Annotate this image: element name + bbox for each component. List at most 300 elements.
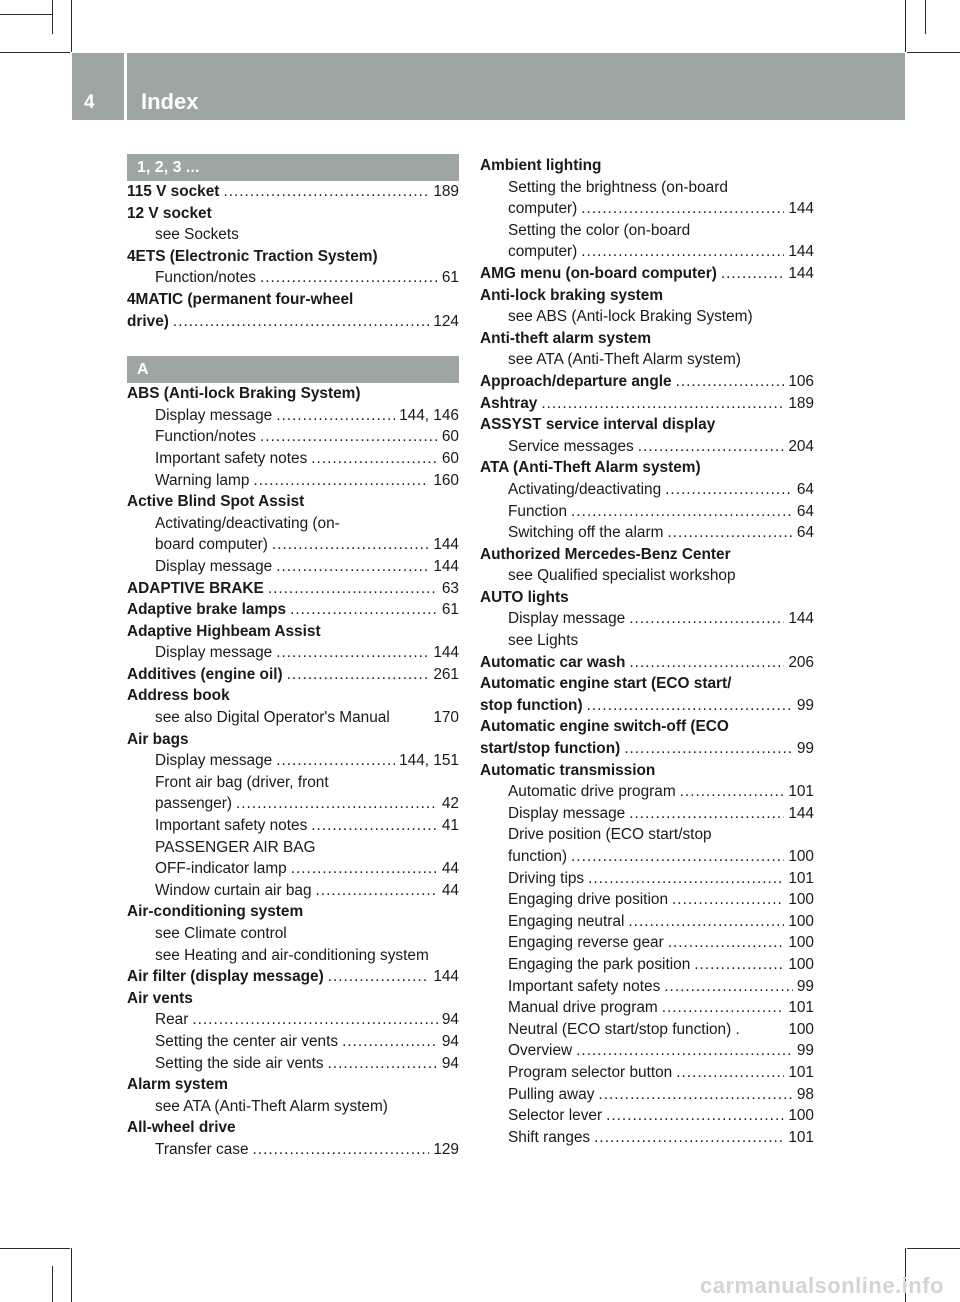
index-subentry <box>480 1084 814 1106</box>
dot-leader <box>291 858 438 880</box>
entry-text: PASSENGER AIR BAG <box>155 838 316 856</box>
entry-text: Important safety notes <box>155 817 308 835</box>
index-subentry <box>480 522 814 544</box>
page-reference: 100 <box>788 912 814 930</box>
index-entry <box>480 673 814 695</box>
index-entry <box>480 371 814 393</box>
page-reference: 144 <box>433 968 459 986</box>
entry-text: Activating/deactivating <box>508 480 662 498</box>
index-subentry <box>127 793 459 815</box>
entry-text: Automatic engine switch-off (ECO <box>480 718 729 736</box>
entry-text: 12 V socket <box>127 204 212 222</box>
entry-text: Program selector button <box>508 1063 673 1081</box>
page-reference: 101 <box>788 999 814 1017</box>
dot-leader <box>665 479 793 501</box>
crop-mark <box>907 52 960 53</box>
page-reference: 94 <box>441 1011 459 1029</box>
index-entry <box>480 587 814 609</box>
watermark: carmanualsonline.info <box>700 1273 944 1298</box>
entry-text: Transfer case <box>155 1140 249 1158</box>
entry-text: start/stop function) <box>480 740 621 758</box>
page-reference: 64 <box>796 480 814 498</box>
index-subentry <box>480 781 814 803</box>
index-entry <box>480 263 814 285</box>
index-entry <box>480 457 814 479</box>
index-subentry <box>127 1053 459 1075</box>
dot-leader <box>624 738 793 760</box>
entry-text: Driving tips <box>508 869 585 887</box>
index-entry <box>127 664 459 686</box>
entry-text: drive) <box>127 312 169 330</box>
page-reference: 44 <box>441 860 459 878</box>
entry-text: All-wheel drive <box>127 1119 236 1137</box>
dot-leader <box>598 1084 792 1106</box>
entry-text: see Heating and air-conditioning system <box>155 946 429 964</box>
index-section-heading: 1, 2, 3 ... <box>127 154 459 181</box>
index-subentry <box>480 824 814 846</box>
page-reference: 94 <box>441 1032 459 1050</box>
index-subentry <box>480 846 814 868</box>
page-reference: 99 <box>796 1042 814 1060</box>
dot-leader <box>629 652 784 674</box>
entry-text: Function/notes <box>155 428 256 446</box>
dot-leader <box>276 750 395 772</box>
dot-leader <box>587 695 793 717</box>
index-subentry <box>480 565 814 587</box>
index-subentry <box>127 405 459 427</box>
dot-leader <box>638 436 785 458</box>
entry-text: Display message <box>155 406 273 424</box>
index-entry <box>127 181 459 203</box>
crop-mark <box>905 0 906 52</box>
index-subentry <box>480 349 814 371</box>
entry-text: Drive position (ECO start/stop <box>508 826 712 844</box>
index-entry <box>127 578 459 600</box>
index-subentry <box>480 306 814 328</box>
dot-leader <box>311 815 438 837</box>
index-subentry <box>127 837 459 859</box>
index-subentry <box>127 707 459 729</box>
dot-leader <box>253 1139 430 1161</box>
index-subentry <box>480 501 814 523</box>
entry-text: see Sockets <box>155 226 239 244</box>
dot-leader <box>260 426 438 448</box>
entry-text: Engaging reverse gear <box>508 934 664 952</box>
crop-mark <box>71 0 72 52</box>
entry-text: OFF-indicator lamp <box>155 860 287 878</box>
page-reference: 60 <box>441 428 459 446</box>
page-reference: 144 <box>788 200 814 218</box>
entry-text: Front air bag (driver, front <box>155 773 329 791</box>
dot-leader <box>276 556 429 578</box>
dot-leader <box>571 846 784 868</box>
index-subentry <box>127 1009 459 1031</box>
index-entry <box>127 383 459 405</box>
index-entry <box>480 544 814 566</box>
entry-text: Engaging neutral <box>508 912 625 930</box>
entry-text: 115 V socket <box>127 183 220 200</box>
entry-text: see also Digital Operator's Manual <box>155 709 390 727</box>
index-entry <box>127 311 459 333</box>
crop-mark <box>52 0 53 34</box>
dot-leader <box>342 1031 438 1053</box>
entry-text: computer) <box>508 200 578 218</box>
index-subentry <box>480 976 814 998</box>
index-entry <box>127 289 459 311</box>
entry-text: Display message <box>155 557 273 575</box>
index-entry <box>127 621 459 643</box>
entry-text: Setting the color (on-board <box>508 221 691 239</box>
dot-leader <box>694 954 784 976</box>
page-reference: 206 <box>788 653 814 671</box>
index-subentry <box>480 436 814 458</box>
entry-text: Service messages <box>508 437 634 455</box>
dot-leader <box>676 371 785 393</box>
entry-text: Engaging drive position <box>508 891 669 909</box>
index-entry <box>480 695 814 717</box>
entry-text: Display message <box>508 610 626 628</box>
dot-leader <box>311 448 438 470</box>
page-reference: 129 <box>433 1140 459 1158</box>
index-entry <box>127 491 459 513</box>
index-entry <box>127 203 459 225</box>
index-subentry <box>127 534 459 556</box>
page-reference: 100 <box>788 1107 814 1125</box>
entry-text: Address book <box>127 687 230 705</box>
entry-text: Important safety notes <box>508 977 661 995</box>
entry-text: Important safety notes <box>155 449 308 467</box>
index-subentry <box>127 815 459 837</box>
dot-leader <box>541 393 784 415</box>
index-entry <box>480 652 814 674</box>
index-entry <box>127 966 459 988</box>
page-reference: 61 <box>441 601 459 619</box>
page-reference: 42 <box>441 795 459 813</box>
index-entry <box>480 285 814 307</box>
index-subentry <box>480 241 814 263</box>
index-subentry <box>127 556 459 578</box>
dot-leader <box>629 803 784 825</box>
index-subentry <box>127 448 459 470</box>
entry-text: Function <box>508 502 568 520</box>
dot-leader <box>173 311 429 333</box>
dot-leader <box>287 664 430 686</box>
index-entry <box>127 901 459 923</box>
page-reference: 124 <box>433 312 459 330</box>
dot-leader <box>576 1040 793 1062</box>
index-subentry <box>480 1127 814 1149</box>
index-subentry <box>480 177 814 199</box>
entry-text: Ashtray <box>480 394 538 412</box>
entry-text: Additives (engine oil) <box>127 665 283 683</box>
dot-leader <box>606 1105 784 1127</box>
entry-text: Function/notes <box>155 269 256 287</box>
entry-text: AMG menu (on-board computer) <box>480 264 717 282</box>
index-entry <box>480 716 814 738</box>
dot-leader <box>581 198 784 220</box>
page-reference: 101 <box>788 783 814 801</box>
index-subentry <box>480 1040 814 1062</box>
dot-leader <box>721 263 784 285</box>
entry-text: Adaptive Highbeam Assist <box>127 622 321 640</box>
page-reference: 98 <box>796 1085 814 1103</box>
index-entry <box>480 414 814 436</box>
entry-text: Automatic engine start (ECO start/ <box>480 675 732 693</box>
entry-text: Adaptive brake lamps <box>127 601 287 619</box>
page-reference: 99 <box>796 696 814 714</box>
crop-mark <box>0 1248 70 1249</box>
index-entry <box>480 738 814 760</box>
entry-text: see ATA (Anti-Theft Alarm system) <box>508 351 741 369</box>
index-section-heading: A <box>127 356 459 383</box>
entry-text: Engaging the park position <box>508 955 691 973</box>
entry-text: see Lights <box>508 632 579 650</box>
entry-text: 4MATIC (permanent four-wheel <box>127 290 354 308</box>
dot-leader <box>668 932 785 954</box>
index-subentry <box>127 750 459 772</box>
entry-text: Pulling away <box>508 1085 595 1103</box>
page-reference: 144 <box>433 536 459 554</box>
page-reference: 41 <box>441 817 459 835</box>
entry-text: Automatic car wash <box>480 653 626 671</box>
page-reference: 44 <box>441 881 459 899</box>
index-subentry <box>127 945 459 967</box>
dot-leader <box>192 1009 438 1031</box>
page-reference: 63 <box>441 579 459 597</box>
dot-leader <box>276 405 395 427</box>
entry-text: Automatic transmission <box>480 761 656 779</box>
crop-mark <box>907 1248 960 1249</box>
index-subentry <box>127 923 459 945</box>
index-subentry <box>480 1019 814 1041</box>
index-entry <box>480 328 814 350</box>
index-subentry <box>127 224 459 246</box>
index-subentry <box>480 868 814 890</box>
dot-leader <box>290 599 438 621</box>
index-entry <box>127 246 459 268</box>
entry-text: ASSYST service interval display <box>480 416 716 434</box>
index-entry <box>480 760 814 782</box>
index-subentry <box>480 932 814 954</box>
dot-leader <box>676 1062 784 1084</box>
page-title: Index <box>141 89 199 114</box>
page-reference: 100 <box>788 1020 814 1038</box>
index-subentry <box>127 642 459 664</box>
entry-text: Display message <box>508 804 626 822</box>
entry-text: function) <box>508 848 568 865</box>
index-subentry <box>480 608 814 630</box>
dot-leader <box>316 880 438 902</box>
entry-text: AUTO lights <box>480 588 569 606</box>
entry-text: Anti-theft alarm system <box>480 329 652 347</box>
dot-leader <box>223 181 429 203</box>
entry-text: Activating/deactivating (on- <box>155 514 340 532</box>
page-number: 4 <box>84 92 95 113</box>
crop-mark <box>71 1248 72 1302</box>
entry-text: Authorized Mercedes-Benz Center <box>480 545 731 563</box>
entry-text: ADAPTIVE BRAKE <box>127 579 264 597</box>
index-subentry <box>127 267 459 289</box>
entry-text: Window curtain air bag <box>155 881 312 899</box>
index-entry <box>127 729 459 751</box>
page-reference: 144 <box>433 557 459 575</box>
index-subentry <box>480 803 814 825</box>
dot-leader <box>662 997 785 1019</box>
index-subentry <box>480 889 814 911</box>
page-reference: 189 <box>788 394 814 412</box>
entry-text: Automatic drive program <box>508 783 676 801</box>
crop-mark <box>925 0 926 34</box>
dot-leader <box>588 868 784 890</box>
index-subentry <box>480 954 814 976</box>
entry-text: ATA (Anti-Theft Alarm system) <box>480 459 701 477</box>
entry-text: Display message <box>155 752 273 770</box>
page-reference: 101 <box>788 1063 814 1081</box>
entry-text: Shift ranges <box>508 1128 591 1146</box>
page-reference: 100 <box>788 848 814 865</box>
entry-text: Switching off the alarm <box>508 524 664 542</box>
page-reference: 144 <box>788 243 814 261</box>
entry-text: Neutral (ECO start/stop function) . <box>508 1020 740 1038</box>
entry-text: Ambient lighting <box>480 157 602 174</box>
index-subentry <box>127 1139 459 1161</box>
index-subentry <box>127 772 459 794</box>
index-subentry <box>127 426 459 448</box>
page-reference: 100 <box>788 934 814 952</box>
page-reference: 94 <box>441 1054 459 1072</box>
entry-text: Active Blind Spot Assist <box>127 493 305 511</box>
index-subentry <box>127 858 459 880</box>
index-entry <box>127 988 459 1010</box>
index-subentry <box>480 479 814 501</box>
dot-leader <box>628 911 784 933</box>
dot-leader <box>581 241 784 263</box>
index-column-left <box>127 154 459 1161</box>
page-reference: 61 <box>441 269 459 287</box>
index-subentry <box>127 1096 459 1118</box>
entry-text: Air filter (display message) <box>127 968 324 986</box>
index-entry <box>127 599 459 621</box>
entry-text: Anti-lock braking system <box>480 286 664 304</box>
page-reference: 144 <box>788 804 814 822</box>
page-reference: 144 <box>788 610 814 628</box>
page-reference: 144, 146 <box>399 406 459 424</box>
page-reference: 99 <box>796 977 814 995</box>
entry-text: see ATA (Anti-Theft Alarm system) <box>155 1097 388 1115</box>
dot-leader <box>664 976 793 998</box>
index-entry <box>127 685 459 707</box>
dot-leader <box>328 966 430 988</box>
page-reference: 99 <box>796 740 814 758</box>
dot-leader <box>260 267 438 289</box>
page-reference: 144, 151 <box>399 752 459 770</box>
page-reference: 64 <box>796 502 814 520</box>
index-subentry <box>480 911 814 933</box>
index-subentry <box>480 997 814 1019</box>
index-entry <box>127 1117 459 1139</box>
dot-leader <box>667 522 792 544</box>
page-reference: 101 <box>788 869 814 887</box>
entry-text: Air bags <box>127 730 189 748</box>
section-gap <box>127 332 459 356</box>
dot-leader <box>276 642 429 664</box>
entry-text: Display message <box>155 644 273 662</box>
entry-text: Alarm system <box>127 1076 228 1094</box>
index-subentry <box>480 630 814 652</box>
dot-leader <box>236 793 438 815</box>
index-subentry <box>127 513 459 535</box>
dot-leader <box>672 889 784 911</box>
entry-text: Selector lever <box>508 1107 603 1125</box>
entry-text: see Climate control <box>155 925 287 942</box>
index-subentry <box>480 220 814 242</box>
page-reference: 189 <box>433 183 459 200</box>
index-entry <box>480 155 814 177</box>
entry-text: see Qualified specialist workshop <box>508 567 736 585</box>
index-entry <box>127 1074 459 1096</box>
page-reference: 64 <box>796 524 814 542</box>
entry-text: stop function) <box>480 696 583 714</box>
index-subentry <box>127 880 459 902</box>
dot-leader <box>253 470 429 492</box>
header-divider <box>124 53 127 120</box>
entry-text: Rear <box>155 1011 189 1029</box>
dot-leader <box>272 534 429 556</box>
entry-text: Warning lamp <box>155 471 250 489</box>
dot-leader <box>680 781 785 803</box>
crop-mark <box>0 14 52 15</box>
index-entry <box>480 393 814 415</box>
dot-leader <box>268 578 438 600</box>
entry-text: passenger) <box>155 795 232 813</box>
index-subentry <box>127 470 459 492</box>
page-reference: 101 <box>788 1128 814 1146</box>
entry-text: Setting the center air vents <box>155 1032 339 1050</box>
page-reference: 160 <box>433 471 459 489</box>
entry-text: Manual drive program <box>508 999 658 1017</box>
index-subentry <box>127 1031 459 1053</box>
dot-leader <box>629 608 784 630</box>
page-reference: 170 <box>433 709 459 727</box>
entry-text: ABS (Anti-lock Braking System) <box>127 385 361 403</box>
page-reference: 204 <box>788 437 814 455</box>
entry-text: computer) <box>508 243 578 261</box>
entry-text: Overview <box>508 1042 573 1060</box>
crop-mark <box>0 52 70 53</box>
index-subentry <box>480 198 814 220</box>
page-reference: 144 <box>433 644 459 662</box>
entry-text: Approach/departure angle <box>480 372 672 390</box>
page-reference: 100 <box>788 955 814 973</box>
dot-leader <box>594 1127 784 1149</box>
index-column-right <box>480 155 814 1148</box>
entry-text: see ABS (Anti-lock Braking System) <box>508 308 753 326</box>
crop-mark <box>52 1266 53 1302</box>
dot-leader <box>328 1053 438 1075</box>
page-reference: 144 <box>788 264 814 282</box>
index-subentry <box>480 1105 814 1127</box>
page-reference: 60 <box>441 449 459 467</box>
entry-text: Air vents <box>127 989 193 1007</box>
entry-text: Air-conditioning system <box>127 903 304 921</box>
dot-leader <box>571 501 793 523</box>
index-subentry <box>480 1062 814 1084</box>
page-reference: 261 <box>433 665 459 683</box>
entry-text: board computer) <box>155 536 268 554</box>
entry-text: 4ETS (Electronic Traction System) <box>127 247 378 265</box>
page-reference: 106 <box>788 372 814 390</box>
page-reference: 100 <box>788 891 814 909</box>
